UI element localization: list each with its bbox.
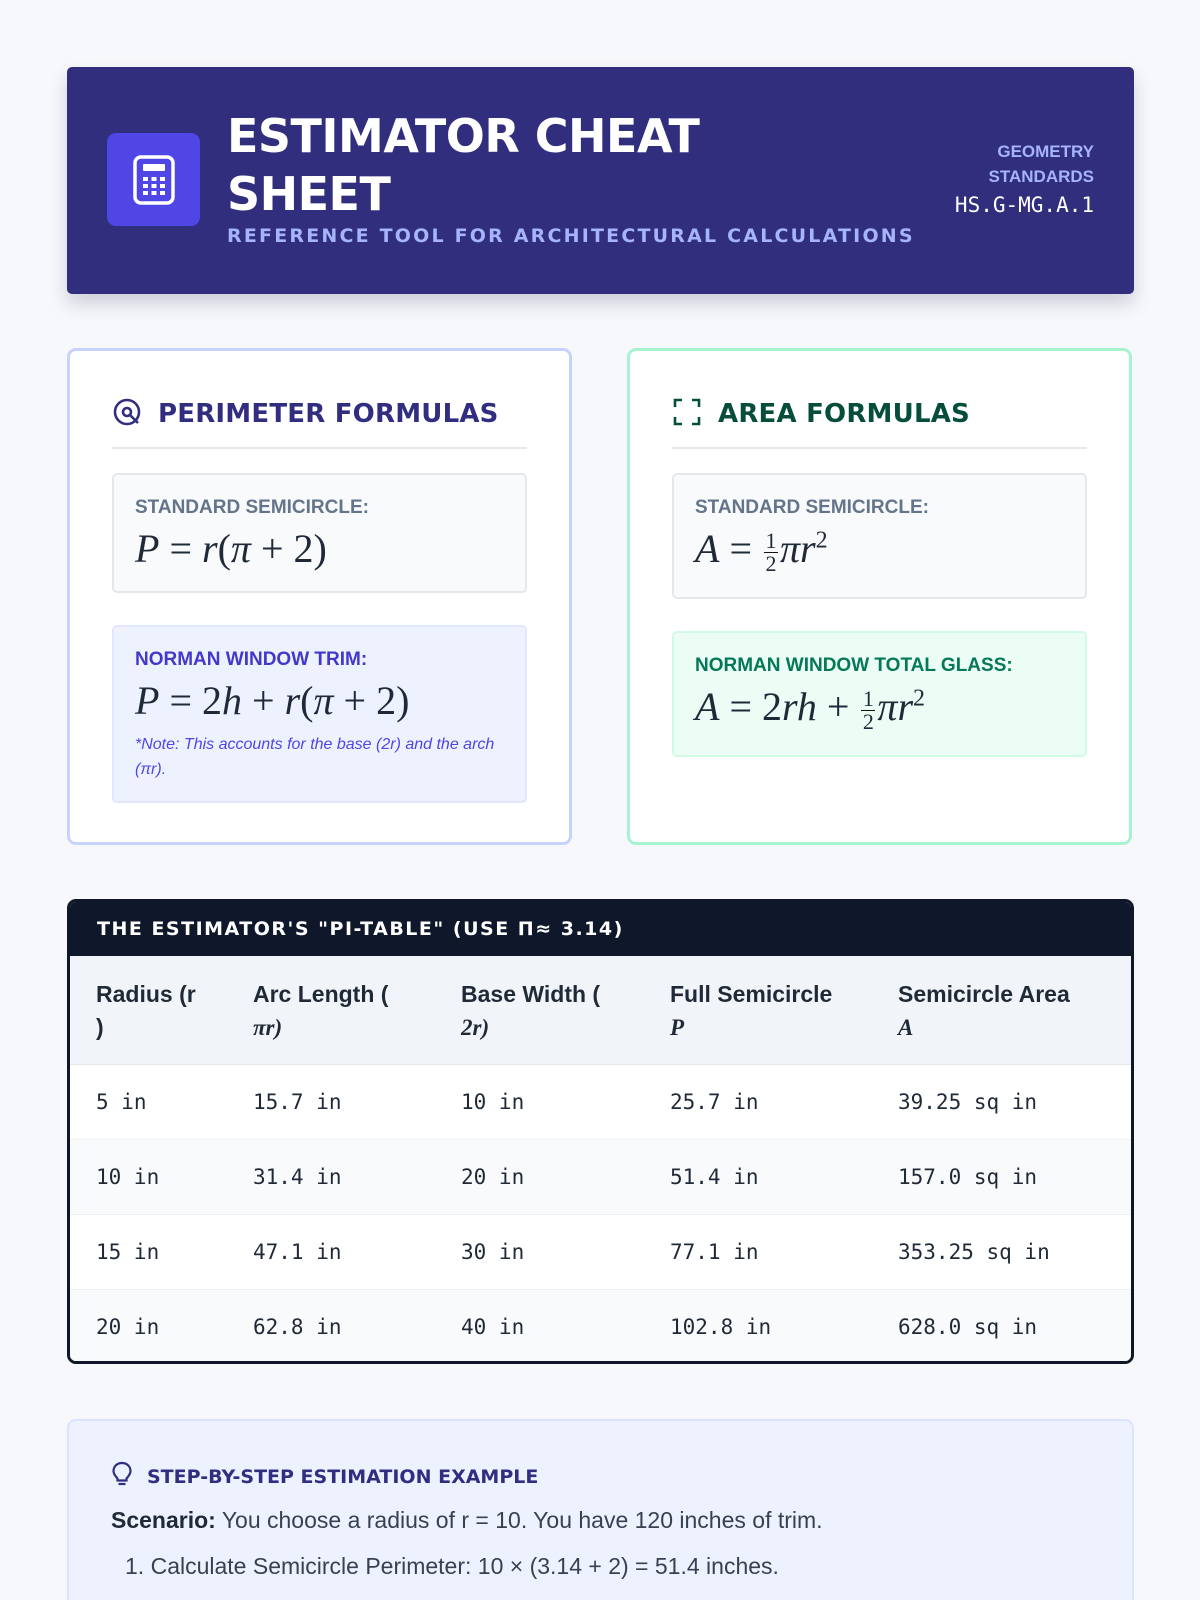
standard-code: HS.G-MG.A.1 [954,193,1094,217]
frame-corners-icon [672,397,702,432]
norman-glass-label: NORMAN WINDOW TOTAL GLASS: [695,655,1013,676]
table-row [70,1139,1131,1214]
table-cell: 20 in [435,1139,644,1214]
table-cell: 628.0 sq in [872,1289,1131,1364]
example-step: 1. Calculate Semicircle Perimeter: 10 × (3.14 + 2) = 51.4 inches. [125,1553,779,1579]
category-label-1: GEOMETRY [997,142,1094,161]
norman-glass-box [672,631,1087,757]
example-title: STEP-BY-STEP ESTIMATION EXAMPLE [147,1465,539,1488]
table-cell: 15 in [70,1214,227,1289]
norman-glass-formula: A = 2rh + $\frac{1}{2}$ $\pi r^2$ [695,684,926,735]
table-row [70,1214,1131,1289]
example-header [111,1461,538,1492]
column-header-area: Semicircle Area A [872,956,1131,1064]
table-cell: 77.1 in [644,1214,872,1289]
table-row [70,1289,1131,1364]
lightbulb-icon [111,1461,133,1492]
table-cell: 10 in [435,1064,644,1139]
perimeter-card [67,348,572,845]
pi-table-grid [70,956,1131,1364]
example-scenario [111,1507,823,1534]
area-card-header [672,393,1087,449]
standards-block [955,139,1094,217]
pi-table [67,899,1134,1364]
norman-trim-box [112,625,527,803]
standard-area-box [672,473,1087,599]
column-header-arc-length: Arc Length ( πr) [227,956,435,1064]
scenario-text: You choose a radius of r = 10. You have 120 inches of trim. [221,1507,823,1533]
page-title: ESTIMATOR CHEAT SHEET [227,109,700,221]
table-cell: 25.7 in [644,1064,872,1139]
scenario-label: Scenario: [111,1507,216,1533]
estimation-example-panel [67,1419,1134,1600]
norman-trim-formula: P = 2h + r(π + 2) [135,678,410,723]
table-cell: 31.4 in [227,1139,435,1214]
norman-trim-label: NORMAN WINDOW TRIM: [135,649,368,670]
pi-table-title: THE ESTIMATOR'S "PI-TABLE" (USE Π≈ 3.14) [70,902,1131,956]
table-cell: 353.25 sq in [872,1214,1131,1289]
table-cell: 5 in [70,1064,227,1139]
table-cell: 10 in [70,1139,227,1214]
standard-area-label: STANDARD SEMICIRCLE: [695,497,929,518]
norman-trim-note: *Note: This accounts for the base (2r) and the arch (πr). [135,736,495,778]
calculator-icon [107,133,200,226]
perimeter-card-header [112,393,527,449]
standard-perimeter-box [112,473,527,593]
header-banner [67,67,1134,294]
table-cell: 20 in [70,1289,227,1364]
example-step-text: Calculate Semicircle Perimeter: 10 × (3.14 + 2) = 51.4 inches. [150,1553,779,1579]
table-cell: 15.7 in [227,1064,435,1139]
area-card [627,348,1132,845]
table-cell: 30 in [435,1214,644,1289]
column-header-perimeter: Full Semicircle P [644,956,872,1064]
table-cell: 47.1 in [227,1214,435,1289]
table-cell: 51.4 in [644,1139,872,1214]
circle-arc-icon [112,397,142,432]
area-card-title: AREA FORMULAS [718,399,970,429]
table-cell: 157.0 sq in [872,1139,1131,1214]
table-cell: 62.8 in [227,1289,435,1364]
page-subtitle: REFERENCE TOOL FOR ARCHITECTURAL CALCULATIONS [227,225,915,247]
table-cell: 40 in [435,1289,644,1364]
standard-perimeter-formula: P = r(π + 2) [135,526,327,571]
table-cell: 39.25 sq in [872,1064,1131,1139]
standard-area-formula: A = $\frac{1}{2}$ $\pi r^2$ [695,526,828,577]
column-header-radius: Radius (r ) [70,956,227,1064]
table-header-row [70,956,1131,1064]
category-label-2: STANDARDS [988,167,1094,186]
column-header-base-width: Base Width ( 2r) [435,956,644,1064]
table-cell: 102.8 in [644,1289,872,1364]
table-row [70,1064,1131,1139]
standard-perimeter-label: STANDARD SEMICIRCLE: [135,497,369,518]
perimeter-card-title: PERIMETER FORMULAS [158,399,499,429]
